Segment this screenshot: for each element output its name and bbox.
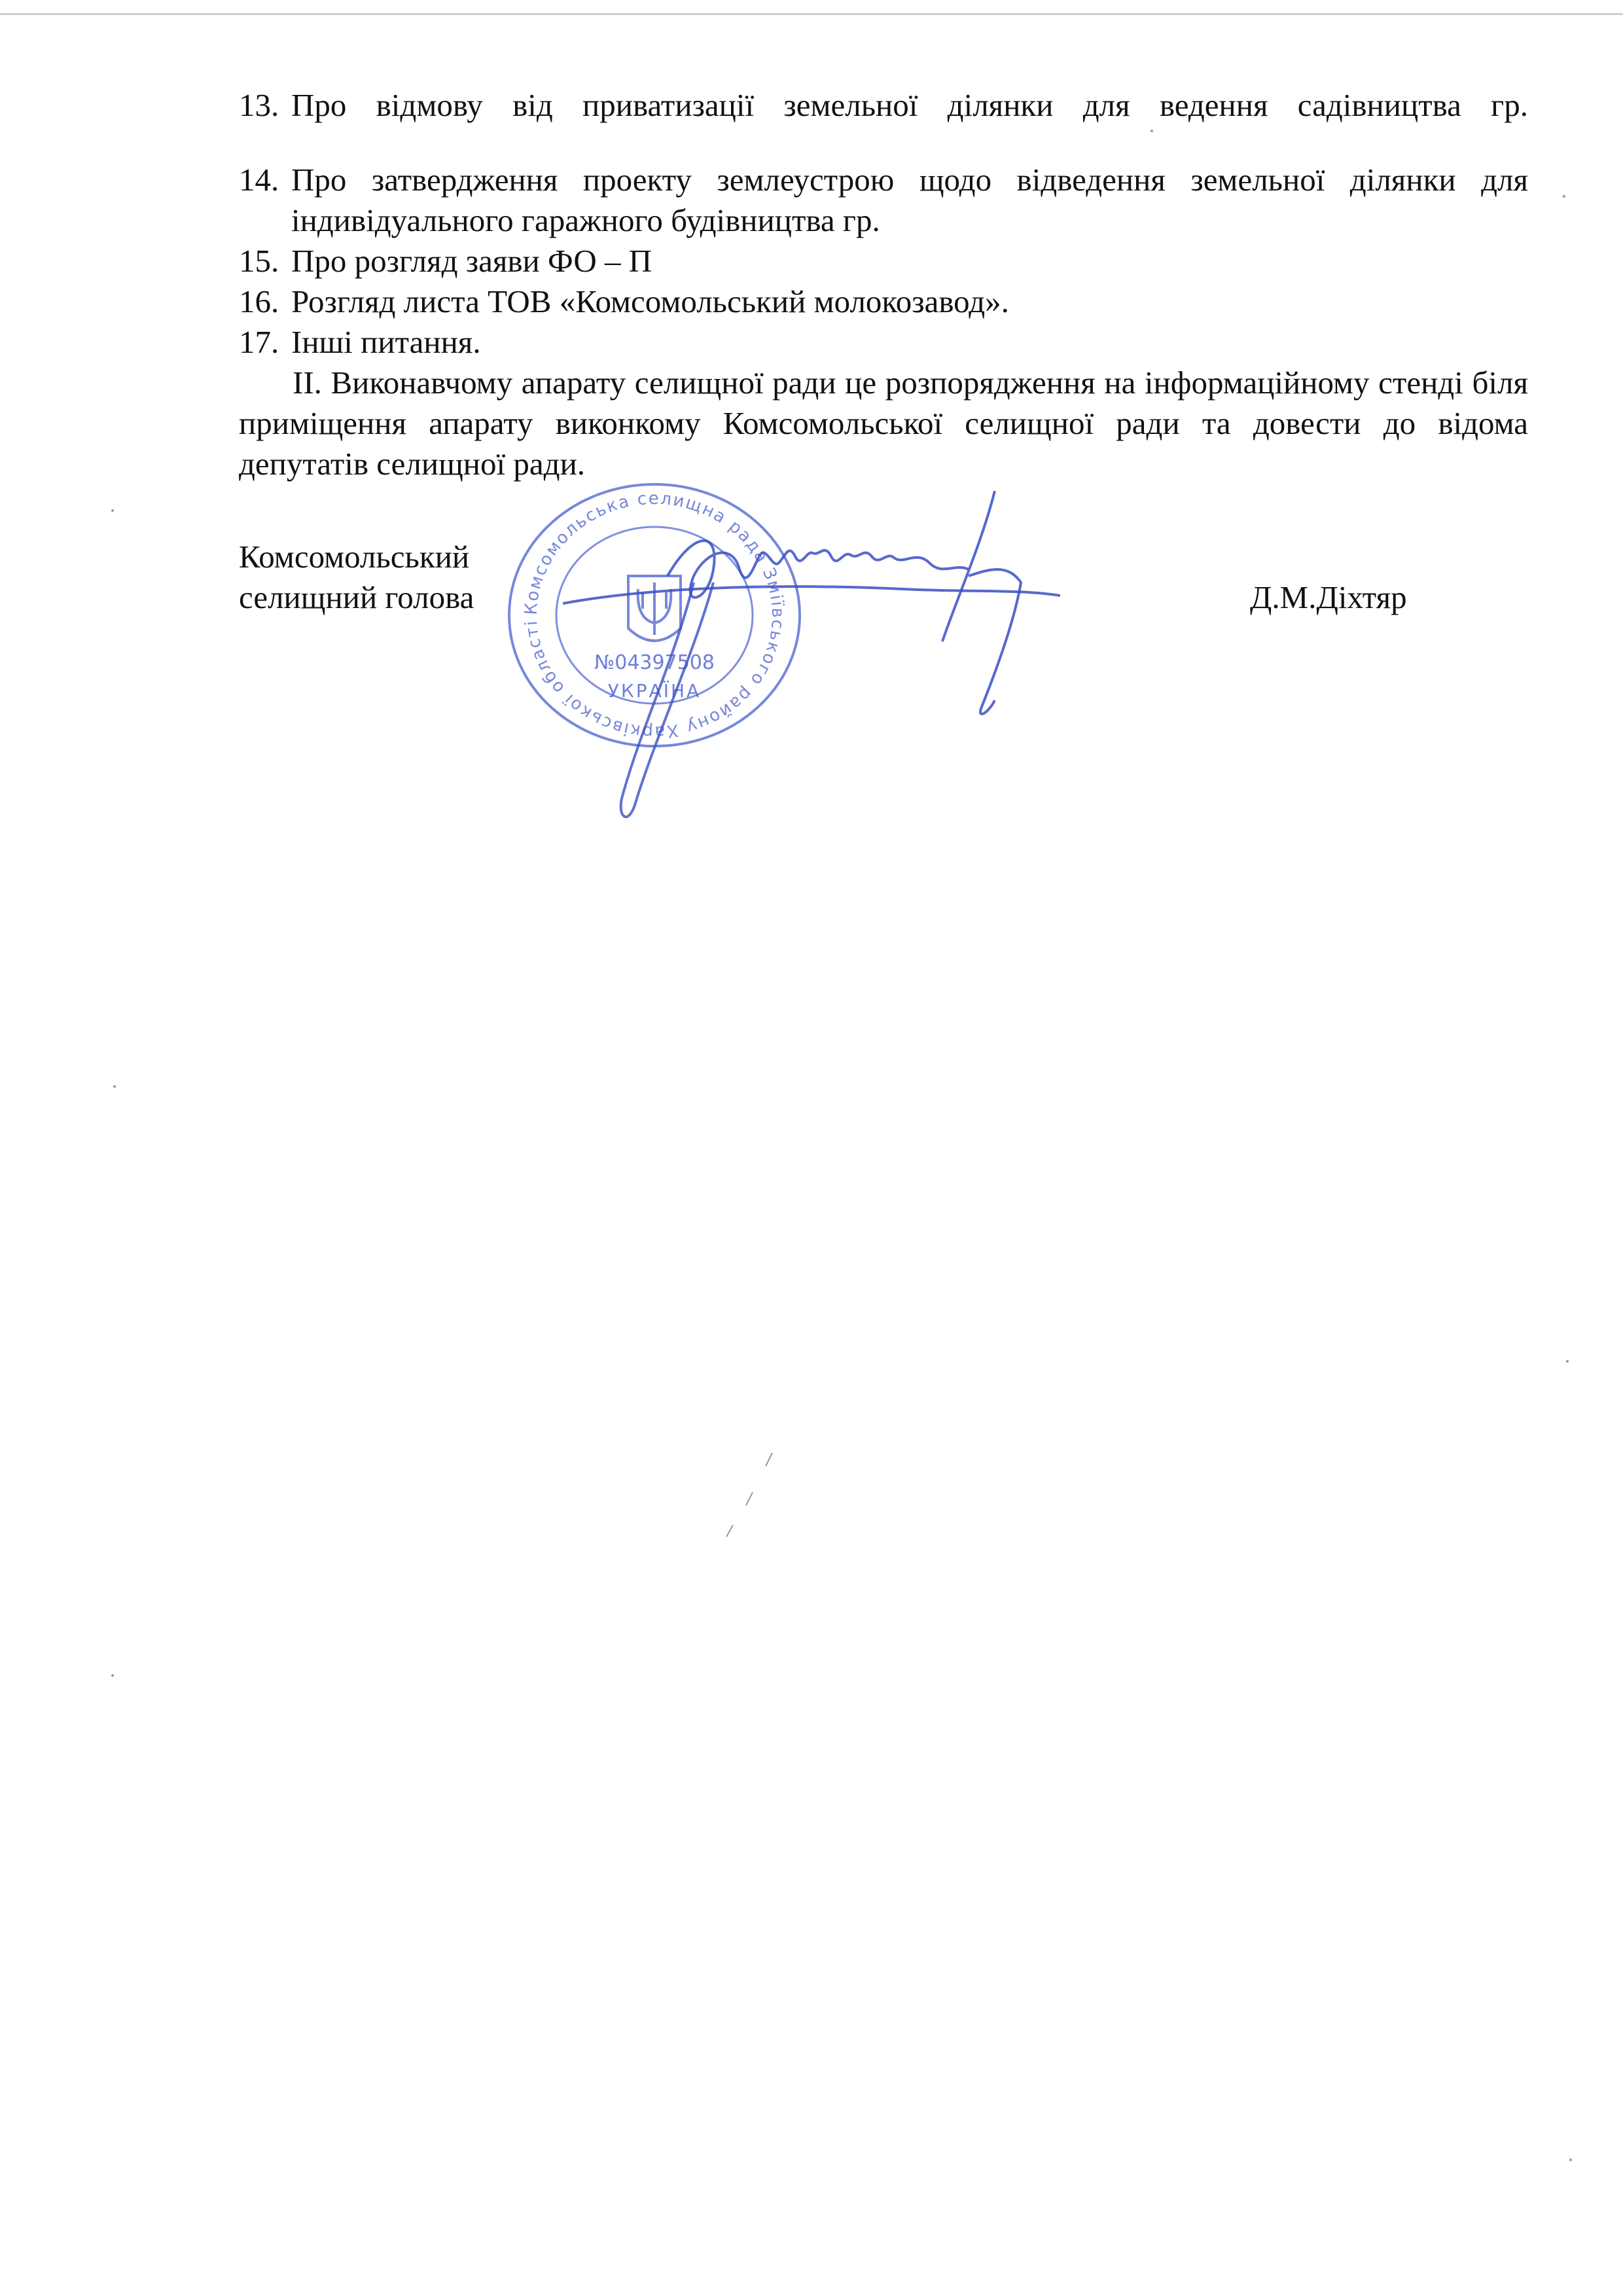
- agenda-item-number: 15.: [239, 243, 279, 279]
- handwritten-signature: [563, 491, 1113, 831]
- agenda-item-text: Про затвердження проекту землеустрою щодо відведення земельної ділянки для індивідуального гаражного будівництва гр.: [291, 162, 1528, 238]
- seal-country: УКРАЇНА: [607, 680, 702, 702]
- agenda-list: [239, 85, 1528, 484]
- agenda-item-text: Про розгляд заяви ФО – П: [291, 243, 652, 279]
- seal-code: №04397508: [594, 651, 715, 674]
- agenda-item-number: 17.: [239, 324, 279, 360]
- agenda-item-13: [239, 85, 1528, 126]
- agenda-item-15: [239, 241, 1528, 281]
- section-two-paragraph: ІІ. Виконавчому апарату селищної ради це розпорядження на інформаційному стенді біля приміщення апарату виконкому Комсомольської селищної ради та довести до відома депутатів селищної ради.: [239, 365, 1528, 482]
- agenda-item-17: [239, 322, 1528, 363]
- signer-name: Д.М.Діхтяр: [1250, 579, 1407, 615]
- signature-title: [239, 537, 474, 618]
- scan-edge-line: [0, 13, 1623, 15]
- signer-position-line2: селищний голова: [239, 579, 474, 615]
- seal-ring-text: Комсомольська селищна рада Зміївського району Харківської області: [521, 488, 788, 742]
- agenda-item-text: Інші питання.: [291, 324, 481, 360]
- agenda-item-text: Про відмову від приватизації земельної ділянки для ведення садівництва гр.: [291, 87, 1528, 123]
- agenda-item-text: Розгляд листа ТОВ «Комсомольський молокозавод».: [291, 283, 1009, 319]
- agenda-item-number: 14.: [239, 162, 279, 198]
- agenda-item-number: 16.: [239, 283, 279, 319]
- agenda-item-16: [239, 281, 1528, 322]
- agenda-item-14: [239, 160, 1528, 241]
- signer-position-line1: Комсомольський: [239, 539, 470, 575]
- agenda-item-number: 13.: [239, 87, 279, 123]
